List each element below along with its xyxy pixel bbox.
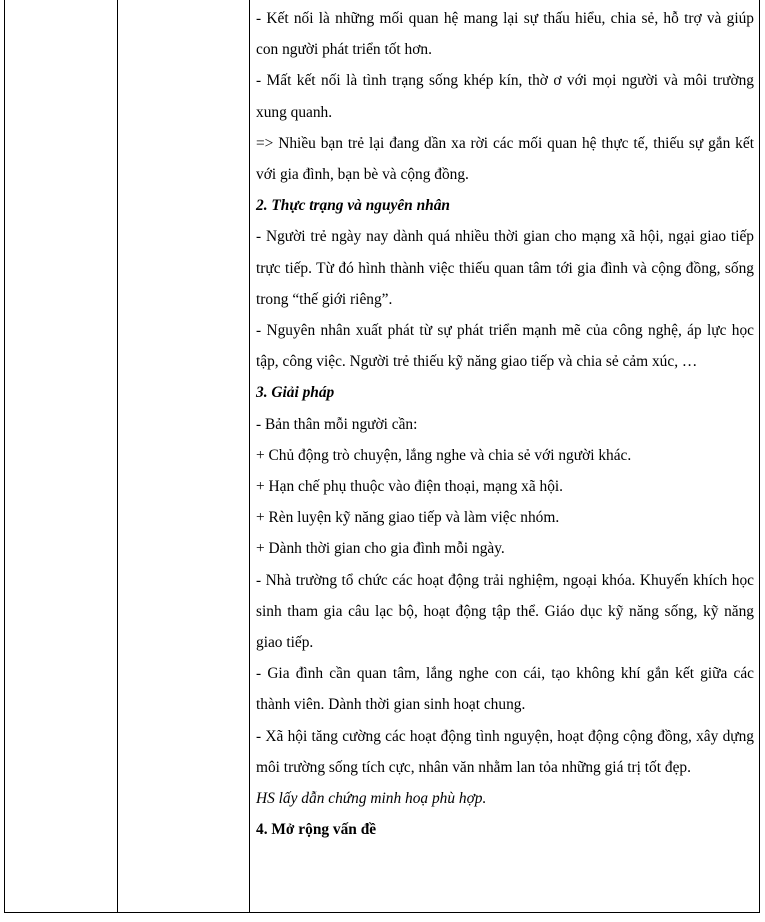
- paragraph: - Bản thân mỗi người cần:: [256, 415, 418, 433]
- paragraph: => Nhiều bạn trẻ lại đang dần xa rời các mối quan hệ thực tế, thiếu sự gắn kết với gia đình, bạn bè và cộng đồng.: [256, 134, 754, 184]
- paragraph: - Người trẻ ngày nay dành quá nhiều thời gian cho mạng xã hội, ngại giao tiếp trực tiếp. Từ đó hình thành việc thiếu quan tâm tới gia đình và cộng đồng, sống trong “thế giới riêng”.: [256, 228, 754, 308]
- paragraph: - Nguyên nhân xuất phát từ sự phát triển mạnh mẽ của công nghệ, áp lực học tập, công việc. Người trẻ thiếu kỹ năng giao tiếp và chia sẻ cảm xúc, …: [256, 322, 754, 371]
- paragraph: + Chủ động trò chuyện, lắng nghe và chia sẻ với người khác.: [256, 446, 632, 464]
- teacher-note: HS lấy dẫn chứng minh hoạ phù hợp.: [256, 790, 487, 808]
- paragraph: - Gia đình cần quan tâm, lắng nghe con cái, tạo không khí gắn kết giữa các thành viên. Dành thời gian sinh hoạt chung.: [256, 665, 754, 714]
- paragraph: - Xã hội tăng cường các hoạt động tình nguyện, hoạt động cộng đồng, xây dựng môi trường sống tích cực, nhân văn nhằm lan tỏa những giá trị tốt đẹp.: [256, 727, 754, 776]
- content-body: [250, 0, 759, 845]
- section-heading: 4. Mở rộng vấn đề: [256, 821, 377, 839]
- paragraph: - Mất kết nối là tình trạng sống khép kín, thờ ơ với mọi người và môi trường xung quanh.: [256, 72, 754, 121]
- content-cell: [250, 0, 760, 913]
- paragraph: - Nhà trường tổ chức các hoạt động trải nghiệm, ngoại khóa. Khuyến khích học sinh tham gia câu lạc bộ, hoạt động tập thể. Giáo dục kỹ năng sống, kỹ năng giao tiếp.: [256, 571, 754, 652]
- section-heading: 2. Thực trạng và nguyên nhân: [256, 197, 450, 215]
- paragraph: + Rèn luyện kỹ năng giao tiếp và làm việc nhóm.: [256, 509, 560, 527]
- paragraph: + Dành thời gian cho gia đình mỗi ngày.: [256, 540, 505, 558]
- paragraph: + Hạn chế phụ thuộc vào điện thoại, mạng xã hội.: [256, 478, 564, 496]
- document-table: [4, 0, 760, 913]
- section-heading: 3. Giải pháp: [256, 384, 335, 402]
- empty-cell-1: [5, 0, 118, 913]
- paragraph: - Kết nối là những mối quan hệ mang lại sự thấu hiểu, chia sẻ, hỗ trợ và giúp con người phát triển tốt hơn.: [256, 10, 754, 59]
- empty-cell-2: [118, 0, 250, 913]
- table-row: [5, 0, 760, 913]
